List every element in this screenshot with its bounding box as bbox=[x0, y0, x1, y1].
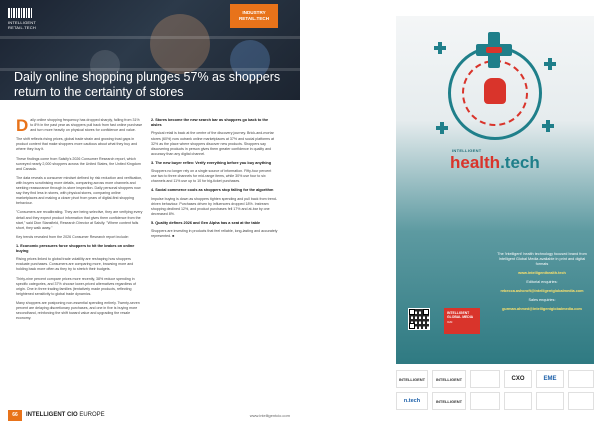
medical-cross-icon bbox=[544, 58, 556, 70]
section-heading: 3. The new buyer reflex: Verify everything before you buy anything bbox=[151, 160, 272, 165]
sponsor-logo: INTELLIGENT bbox=[396, 370, 428, 388]
health-tech-advert bbox=[396, 16, 594, 364]
page-footer bbox=[0, 407, 300, 424]
medical-cross-icon bbox=[542, 120, 554, 132]
advert-copy bbox=[496, 252, 588, 316]
paragraph: Impulse buying is down as shoppers tighten spending and pull back from trend-driven behaviour. Purchases driven by influencers dropped 18%. Instream shopping declined 12%, and product purchases fell 17% and at-bar by one decreased 8%. bbox=[151, 196, 278, 216]
brand-line1: INTELLIGENT bbox=[8, 20, 36, 25]
sponsor-logo bbox=[470, 370, 500, 388]
section-heading: 5. Quality defines 2026 and Gen Alpha has a seat at the table bbox=[151, 220, 261, 225]
paragraph: "Consumers are recalibrating. They are being selective, they are verifying every detail and they expect product information that gives them confidence from the start," said Dion Stansfield, Research Director at Salsify. "Where content falls short, they walk away." bbox=[16, 210, 143, 230]
sales-label: Sales enquiries: bbox=[528, 298, 556, 302]
sponsor-logo: CXO bbox=[504, 370, 532, 388]
footer-brand: INTELLIGENT CIO EUROPE bbox=[26, 412, 105, 418]
retail-tech-logo bbox=[8, 8, 48, 30]
sponsor-logo bbox=[504, 392, 532, 410]
paragraph: Rising prices linked to global trade volatility are reshaping how shoppers evaluate purchases. Consumers are comparing more, browsing more and holding back more often as they try to stretch their budgets. bbox=[16, 257, 134, 272]
article-headline: Daily online shopping plunges 57% as shoppers return to the certainty of stores bbox=[14, 70, 281, 99]
barcode-icon bbox=[8, 8, 48, 18]
section-heading: 4. Social commerce cools as shoppers stop falling for the algorithm bbox=[151, 188, 274, 193]
paragraph: Shoppers no longer rely on a single source of information. Fifty-four percent use two to three channels for mid-range items, while 30% use four to six channels and 11% use up to 10 for big-ticket purchases. bbox=[151, 169, 272, 184]
sponsor-logo: INTELLIGENT bbox=[432, 392, 466, 410]
footer-url[interactable]: www.intelligentcio.com bbox=[249, 413, 290, 418]
paragraph: The shift reflects rising prices, global trade strain and growing trust gaps in product content that make shoppers more cautious about what they buy and where they buy it. bbox=[16, 137, 138, 152]
section-heading: 2. Stores become the new search bar as shoppers go back to the aisles bbox=[151, 118, 269, 128]
igm-badge: INTELLIGENT GLOBAL MEDIA IGM bbox=[444, 308, 480, 334]
paragraph: Shoppers are investing in products that feel reliable, long-lasting and accurately represented. ■ bbox=[151, 229, 278, 239]
section-heading: 1. Economic pressures force shoppers to hit the brakes on online buying bbox=[16, 243, 135, 254]
editorial-email[interactable]: rebecca.ashcroft@intelligentglobalmedia.com bbox=[500, 289, 584, 293]
paragraph: Key trends revealed from the 2026 Consumer Research report include: bbox=[16, 234, 129, 239]
page-number: 66 bbox=[8, 410, 22, 421]
medical-cross-icon bbox=[476, 32, 512, 68]
advert-site-link[interactable]: www.intelligenthealth.tech bbox=[518, 271, 566, 275]
paragraph: Thirty-nine percent compare prices more recently, 38% reduce spending in specific categories, and 37% choose lower-priced alternatives regardless of origin. One in three trading families (tentatively made products, reflecting heightened sensitivity to global trade dynamics. bbox=[16, 276, 137, 296]
paragraph: Many shoppers are postponing non-essential spending entirely. Twenty-seven percent are delaying discretionary purchases, and one in five is buying more secondhand, reinforcing the shift toward value and upgrading the resale economy. bbox=[16, 300, 140, 321]
column-left bbox=[16, 118, 143, 325]
tooth-icon bbox=[484, 78, 506, 104]
sponsor-logos bbox=[396, 370, 594, 420]
sponsor-logo: EME bbox=[536, 370, 564, 388]
paragraph: Physical retail is back at the centre of the discovery journey. Brick-and-mortar stores (60%) now outrank online marketplaces at 37% and social platforms at 32% as the place where shoppers discover new products. Shoppers say discovering products in person gives them greater confidence in quality and accuracy than any digital channel. bbox=[151, 131, 275, 156]
medical-cross-icon bbox=[434, 42, 446, 54]
brand-line2: RETAIL.TECH bbox=[8, 25, 36, 30]
advert-logo-top: INTELLIGENT bbox=[452, 148, 482, 153]
article-body bbox=[16, 118, 286, 384]
paragraph bbox=[16, 118, 143, 133]
health-tech-logo: health.tech bbox=[450, 153, 540, 172]
section-tag: INDUSTRY RETAIL.TECH bbox=[230, 4, 278, 28]
paragraph: These findings come from Salsify's 2026 Consumer Research report, which surveyed nearly 2,000 shoppers across the United States, the United Kingdom and Canada. bbox=[16, 156, 141, 171]
qr-code-icon[interactable] bbox=[408, 308, 430, 330]
drop-cap: D bbox=[16, 116, 29, 135]
sponsor-logo bbox=[536, 392, 564, 410]
advert-intro: The 'intelligent' health technology focused brand from Intelligent Global Media available in print and digital formats bbox=[497, 252, 587, 266]
sponsor-logo: INTELLIGENT bbox=[432, 370, 466, 388]
hero-image bbox=[0, 0, 300, 100]
paragraph-text: aily online shopping frequency has dropped sharply, falling from 31% to 8% in the past year as shoppers pull back from fast online purchase and turn more heavily on physical stores for confidence and value. bbox=[30, 118, 143, 133]
sales-email[interactable]: gurman.ahmed@intelligentglobalmedia.com bbox=[502, 307, 582, 311]
sponsor-logo bbox=[568, 392, 594, 410]
paragraph: The data reveals a consumer mindset defined by risk reduction and verification, with buyers scrutinising more details, comparing across more channels and seeking reassurance through in-store inspection. Daily personal shoppers now say they find less in stores, with physical stores, comparing online marketplaces and making a closer pivot from years of digital-first shopping behaviour. bbox=[16, 175, 143, 206]
editorial-label: Editorial enquiries: bbox=[526, 280, 558, 284]
sponsor-logo: n.tech bbox=[396, 392, 428, 410]
sponsor-logo bbox=[568, 370, 594, 388]
sponsor-logo bbox=[470, 392, 500, 410]
column-right bbox=[151, 118, 278, 243]
advert-page bbox=[300, 0, 600, 424]
medical-cross-icon bbox=[436, 122, 448, 134]
